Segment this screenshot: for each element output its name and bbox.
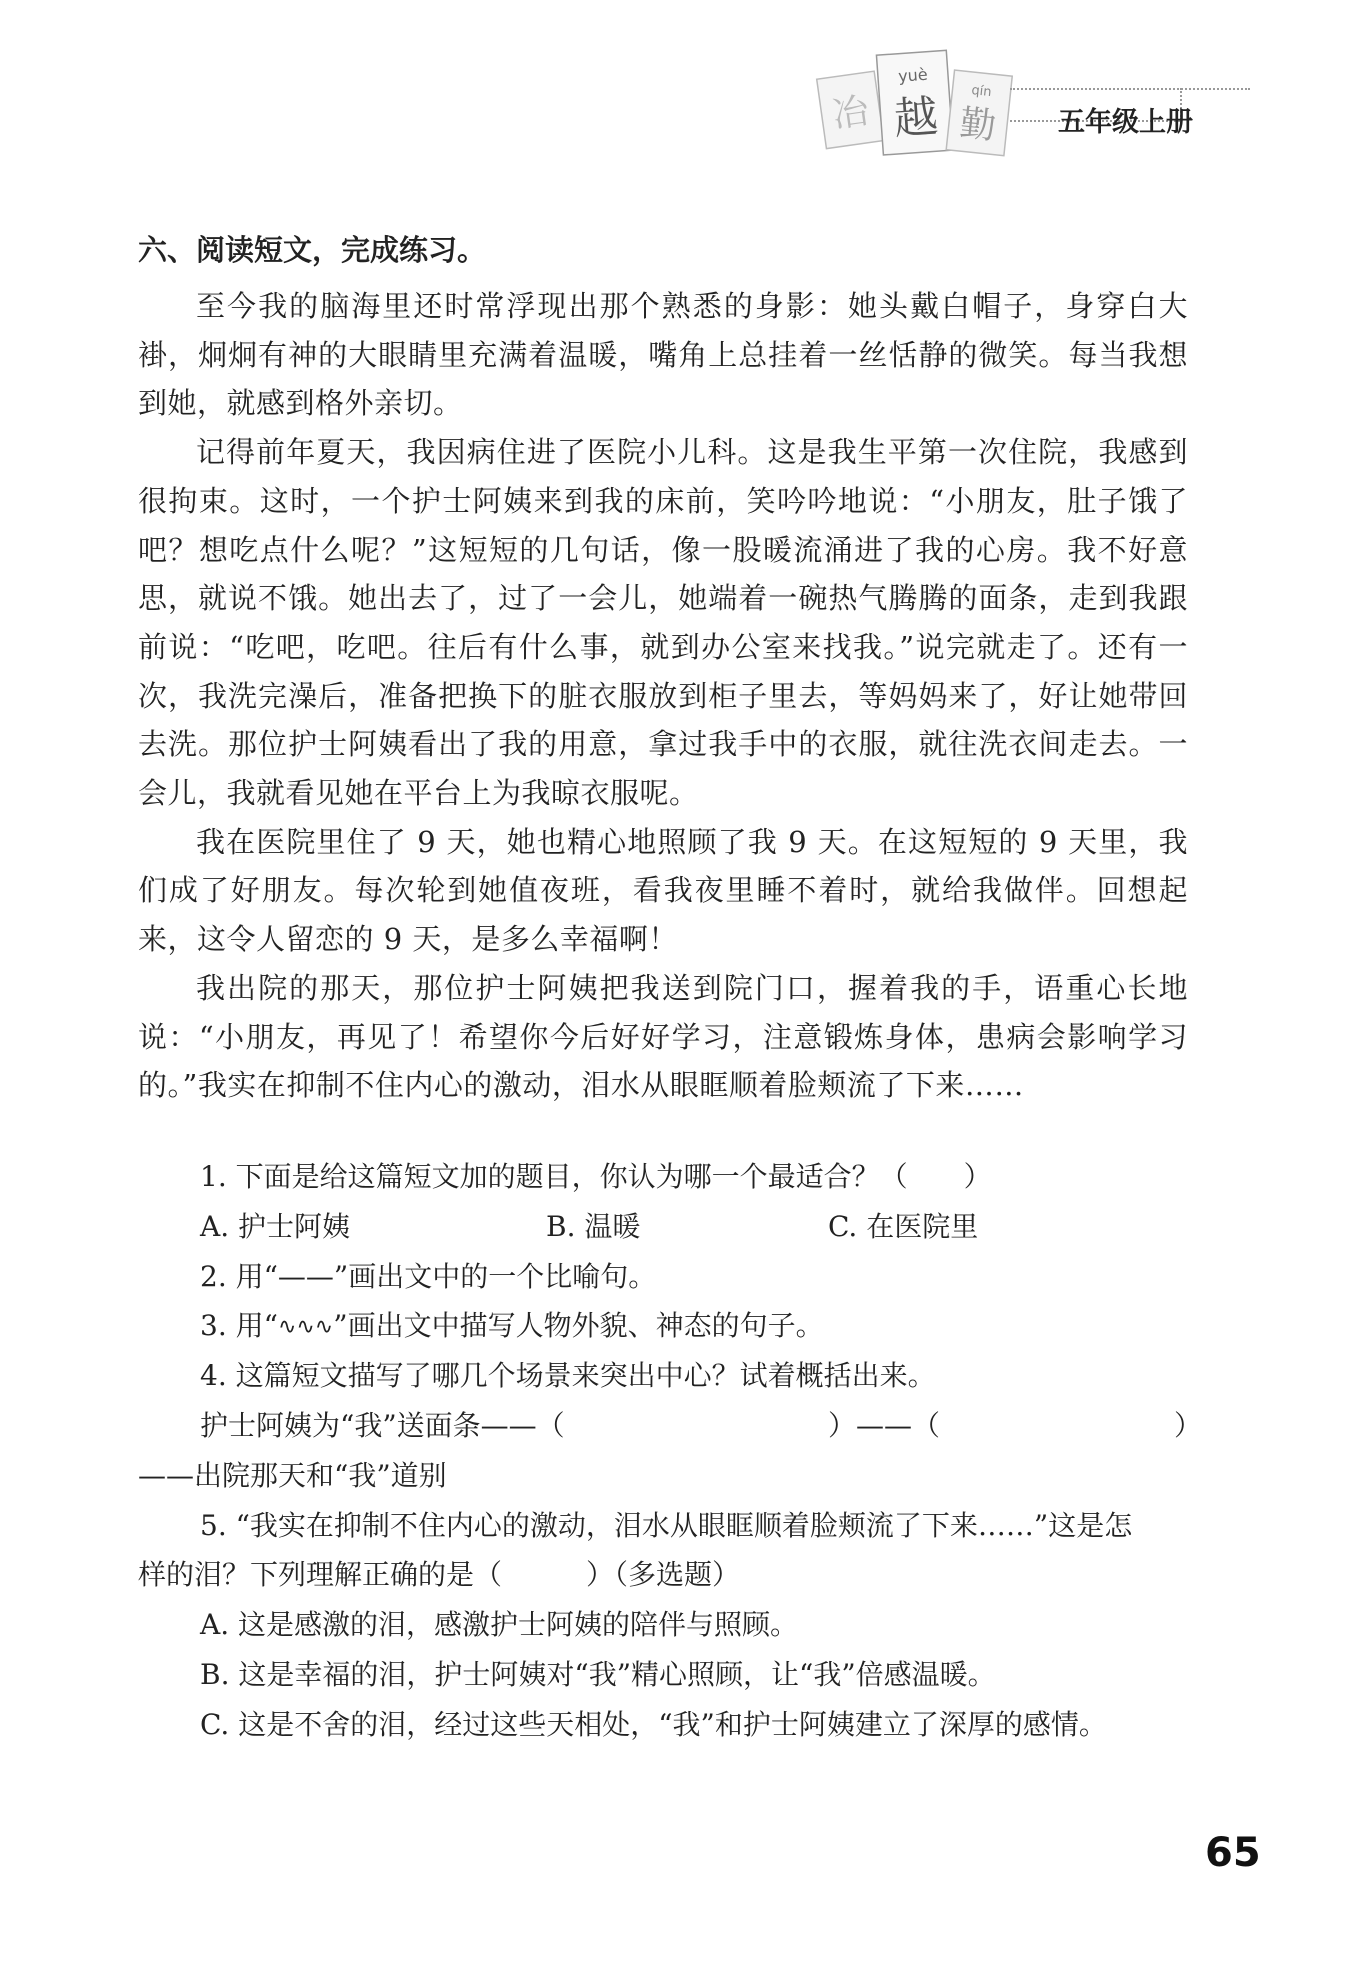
q4-scene-1: 护士阿姨为“我”送面条——（ — [200, 1408, 565, 1442]
wavy-line-icon: ∿∿∿ — [277, 1314, 334, 1340]
question-3 — [138, 1301, 1188, 1351]
question-2: 2. 用“——”画出文中的一个比喻句。 — [200, 1259, 657, 1293]
questions — [138, 1152, 1203, 1750]
q5-option-a[interactable]: A. 这是感激的泪，感激护士阿姨的陪伴与照顾。 — [200, 1608, 799, 1642]
logo-pinyin-2: qín — [970, 83, 993, 101]
q4-separator: ）——（ — [828, 1408, 941, 1442]
question-3-before: 3. 用“ — [200, 1309, 278, 1343]
q1-option-a[interactable]: A. 护士阿姨 — [200, 1209, 351, 1243]
section-title: 六、阅读短文，完成练习。 — [138, 233, 487, 267]
q4-scene-last: ——出院那天和“我”道别 — [138, 1458, 447, 1492]
q5-option-b[interactable]: B. 这是幸福的泪，护士阿姨对“我”精心照顾，让“我”倍感温暖。 — [200, 1657, 996, 1691]
passage-paragraph-4: 我出院的那天，那位护士阿姨把我送到院门口，握着我的手，语重心长地说：“小朋友，再见了！希望你今后好好学习，注意锻炼身体，患病会影响学习的。”我实在抑制不住内心的激动，泪水从眼眶顺着脸颊流了下来…… — [138, 970, 1188, 1103]
passage-paragraph-2: 记得前年夏天，我因病住进了医院小儿科。这是我生平第一次住院，我感到很拘束。这时，一个护士阿姨来到我的床前，笑吟吟地说：“小朋友，肚子饿了吧？想吃点什么呢？”这短短的几句话，像一股暖流涌进了我的心房。我不好意思，就说不饿。她出去了，过了一会儿，她端着一碗热气腾腾的面条，走到我跟前说：“吃吧，吃吧。往后有什么事，就到办公室来找我。”说完就走了。还有一次，我洗完澡后，准备把换下的脏衣服放到柜子里去，等妈妈来了，好让她带回去洗。那位护士阿姨看出了我的用意，拿过我手中的衣服，就往洗衣间走去。一会儿，我就看见她在平台上为我晾衣服呢。 — [138, 435, 1188, 811]
question-4-answer-line — [138, 1401, 1203, 1451]
logo-card-left — [817, 71, 884, 148]
passage-paragraph-1: 至今我的脑海里还时常浮现出那个熟悉的身影：她头戴白帽子，身穿白大褂，炯炯有神的大眼睛里充满着温暖，嘴角上总挂着一丝恬静的微笑。每当我想到她，就感到格外亲切。 — [138, 289, 1188, 421]
logo-char-1: 冶 — [830, 90, 872, 137]
grade-label: 五年级上册 — [1058, 107, 1193, 138]
question-5: 5. “我实在抑制不住内心的激动，泪水从眼眶顺着脸颊流了下来……”这是怎 — [200, 1508, 1133, 1542]
q4-blank-close: ） — [1174, 1408, 1203, 1442]
q5-option-c[interactable]: C. 这是不舍的泪，经过这些天相处，“我”和护士阿姨建立了深厚的感情。 — [200, 1707, 1107, 1741]
header-logo — [810, 45, 1025, 180]
question-1: 1. 下面是给这篇短文加的题目，你认为哪一个最适合？（ ） — [200, 1160, 992, 1193]
logo-char-3: 勤 — [957, 103, 998, 148]
logo-char-2: 越 — [892, 91, 940, 146]
question-4: 4. 这篇短文描写了哪几个场景来突出中心？试着概括出来。 — [200, 1359, 936, 1393]
q1-option-c[interactable]: C. 在医院里 — [828, 1209, 979, 1243]
reading-passage — [138, 282, 1188, 1110]
logo-card-right — [946, 70, 1012, 156]
header-divider — [1010, 88, 1250, 90]
page-number: 65 — [1205, 1830, 1261, 1876]
logo-pinyin-1: yuè — [897, 64, 929, 86]
logo-card-middle — [876, 50, 953, 155]
q1-option-b[interactable]: B. 温暖 — [546, 1209, 641, 1243]
question-1-options — [138, 1202, 1188, 1252]
passage-paragraph-3: 我在医院里住了 9 天，她也精心地照顾了我 9 天。在这短短的 9 天里，我们成了好朋友。每次轮到她值夜班，看我夜里睡不着时，就给我做伴。回想起来，这令人留恋的 9 天，是多么幸福啊！ — [138, 824, 1188, 957]
question-3-after: ”画出文中描写人物外貌、神态的句子。 — [333, 1309, 824, 1343]
question-5-continued: 样的泪？下列理解正确的是（ ）（多选题） — [138, 1558, 741, 1592]
